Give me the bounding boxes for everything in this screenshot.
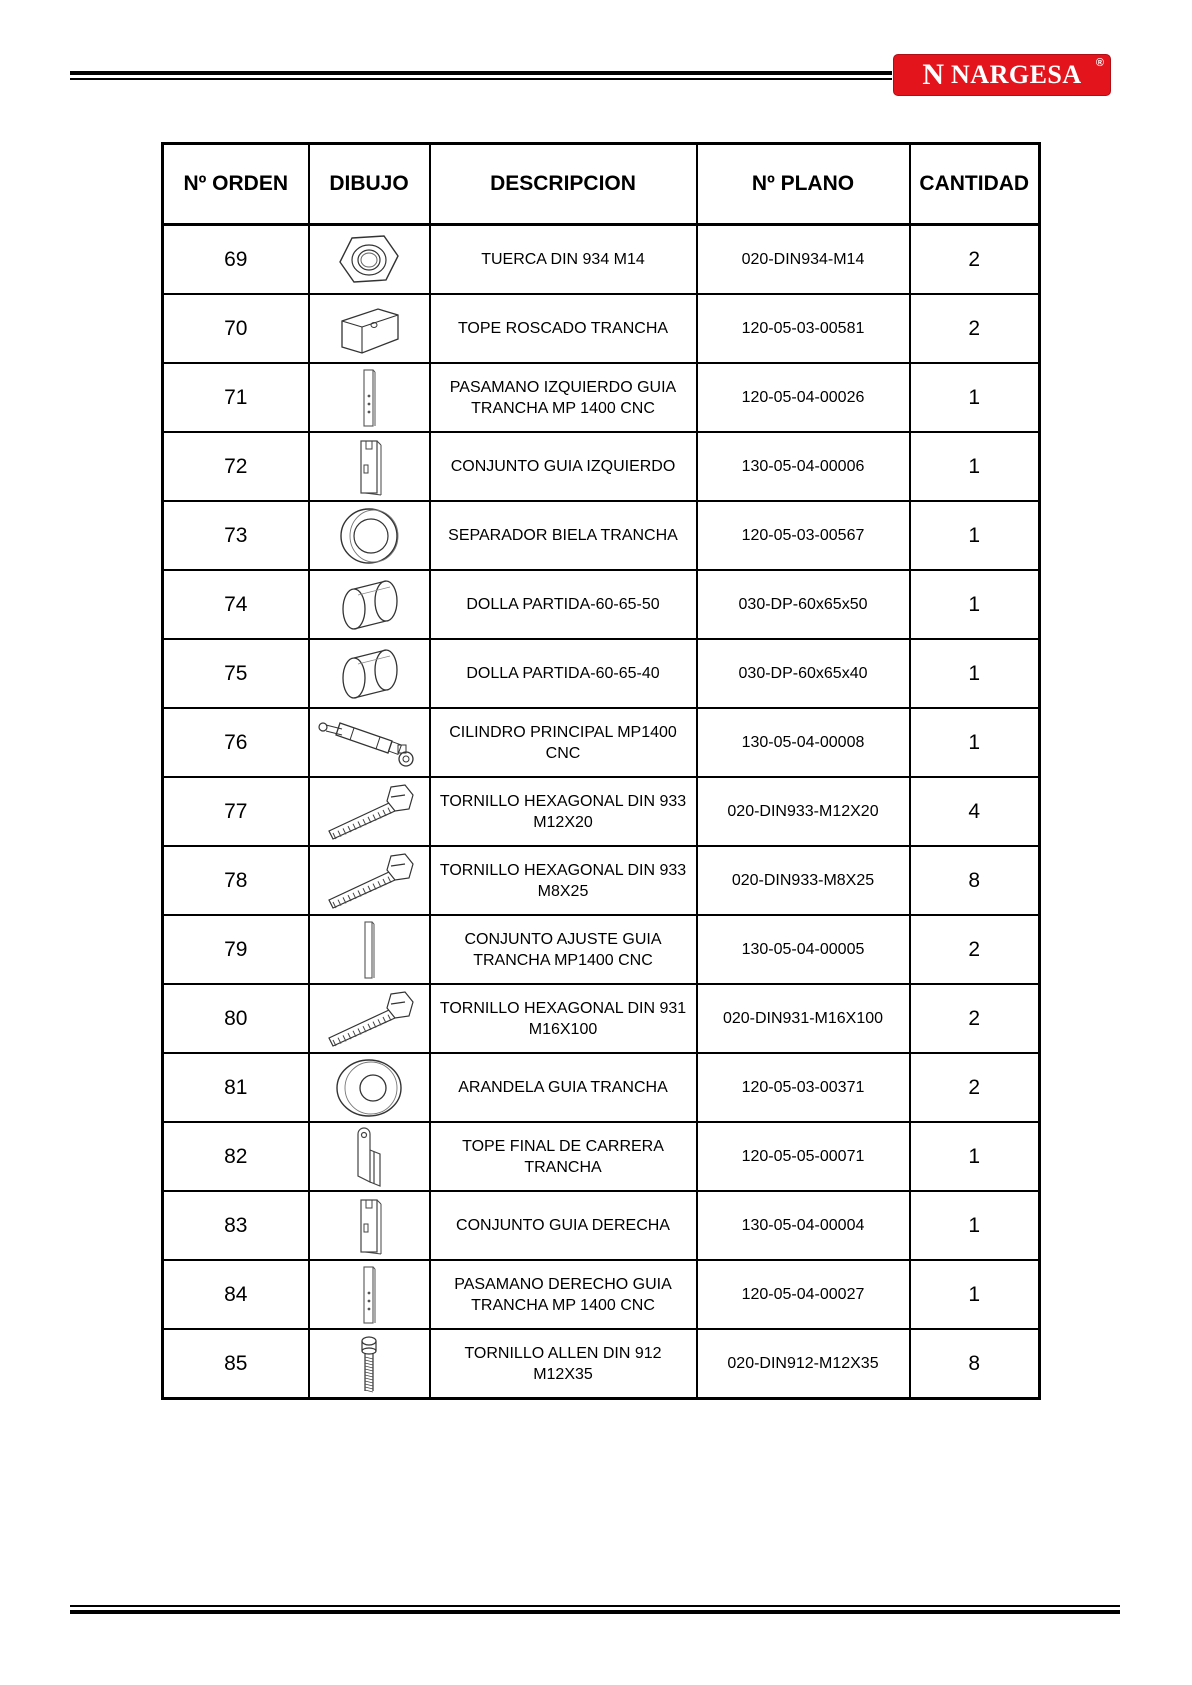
part-drawing — [309, 846, 430, 915]
table-row — [163, 432, 1040, 501]
order-number: 81 — [163, 1053, 309, 1122]
table-row — [163, 1260, 1040, 1329]
nargesa-logo — [893, 54, 1111, 96]
part-description — [430, 708, 697, 777]
footer-rule-thin — [70, 1605, 1120, 1607]
part-drawing — [309, 777, 430, 846]
part-drawing — [309, 1053, 430, 1122]
header-cantidad: CANTIDAD — [910, 144, 1040, 225]
part-description — [430, 363, 697, 432]
order-number: 79 — [163, 915, 309, 984]
part-drawing — [309, 432, 430, 501]
description-line-1: TORNILLO HEXAGONAL DIN 931 — [439, 999, 687, 1017]
table-row — [163, 1329, 1040, 1399]
order-number: 75 — [163, 639, 309, 708]
description-line-1: CONJUNTO GUIA DERECHA — [456, 1217, 670, 1234]
quantity: 1 — [910, 570, 1040, 639]
quantity: 2 — [910, 294, 1040, 363]
hex-bolt-icon — [310, 988, 429, 1050]
quantity: 1 — [910, 363, 1040, 432]
part-description — [430, 1260, 697, 1329]
part-drawing — [309, 708, 430, 777]
description-line-1: TORNILLO ALLEN DIN 912 — [464, 1344, 662, 1362]
part-drawing — [309, 1260, 430, 1329]
part-drawing — [309, 1329, 430, 1399]
description-line-1: PASAMANO DERECHO GUIA — [454, 1275, 672, 1293]
part-drawing — [309, 1122, 430, 1191]
quantity: 2 — [910, 915, 1040, 984]
table-row — [163, 708, 1040, 777]
table-row — [163, 294, 1040, 363]
part-drawing — [309, 294, 430, 363]
quantity: 1 — [910, 432, 1040, 501]
table-row — [163, 1053, 1040, 1122]
plan-number: 030-DP-60x65x40 — [697, 639, 910, 708]
part-drawing — [309, 501, 430, 570]
hex-nut-icon — [310, 230, 429, 290]
part-drawing — [309, 1191, 430, 1260]
description-line-1: CONJUNTO AJUSTE GUIA — [464, 930, 662, 948]
description-line-2: TRANCHA MP 1400 CNC — [471, 399, 655, 417]
description-line-1: TORNILLO HEXAGONAL DIN 933 — [439, 861, 687, 879]
hex-bolt-icon — [310, 781, 429, 843]
quantity: 1 — [910, 501, 1040, 570]
quantity: 1 — [910, 1260, 1040, 1329]
order-number: 85 — [163, 1329, 309, 1399]
description-line-1: CILINDRO PRINCIPAL MP1400 — [449, 723, 677, 741]
guide-assembly-icon — [310, 437, 429, 497]
order-number: 76 — [163, 708, 309, 777]
header-plano: Nº PLANO — [697, 144, 910, 225]
order-number: 78 — [163, 846, 309, 915]
part-description — [430, 846, 697, 915]
description-line-2: CNC — [545, 744, 581, 762]
table-row — [163, 1191, 1040, 1260]
table-row — [163, 777, 1040, 846]
order-number: 82 — [163, 1122, 309, 1191]
quantity: 4 — [910, 777, 1040, 846]
description-line-2: M12X35 — [533, 1365, 593, 1383]
plan-number: 030-DP-60x65x50 — [697, 570, 910, 639]
plan-number: 020-DIN912-M12X35 — [697, 1329, 910, 1399]
table-row — [163, 984, 1040, 1053]
plan-number: 020-DIN933-M12X20 — [697, 777, 910, 846]
quantity: 2 — [910, 1053, 1040, 1122]
table-row — [163, 915, 1040, 984]
order-number: 77 — [163, 777, 309, 846]
order-number: 72 — [163, 432, 309, 501]
adjust-bar-icon — [310, 920, 429, 980]
threaded-block-icon — [310, 299, 429, 359]
spacer-ring-icon — [310, 505, 429, 567]
logo-mark: N — [922, 58, 944, 91]
description-line-2: TRANCHA MP1400 CNC — [473, 951, 653, 969]
table-row — [163, 225, 1040, 295]
guide-assembly-icon — [310, 1196, 429, 1256]
part-description — [430, 777, 697, 846]
flat-bar-holes-icon — [310, 368, 429, 428]
split-bushing-icon — [310, 644, 429, 704]
description-line-1: DOLLA PARTIDA-60-65-40 — [466, 665, 660, 682]
order-number: 80 — [163, 984, 309, 1053]
quantity: 1 — [910, 1191, 1040, 1260]
part-drawing — [309, 225, 430, 295]
part-description — [430, 225, 697, 295]
table-header-row — [163, 144, 1040, 225]
description-line-1: TUERCA DIN 934 M14 — [481, 251, 645, 268]
table-row — [163, 639, 1040, 708]
logo-registered: ® — [1095, 57, 1104, 69]
part-description — [430, 570, 697, 639]
description-line-1: ARANDELA GUIA TRANCHA — [458, 1079, 668, 1096]
table-row — [163, 1122, 1040, 1191]
table-row — [163, 501, 1040, 570]
hydraulic-cylinder-icon — [310, 713, 429, 773]
split-bushing-icon — [310, 575, 429, 635]
description-line-2: M12X20 — [533, 813, 593, 831]
part-drawing — [309, 984, 430, 1053]
part-description — [430, 432, 697, 501]
plan-number: 120-05-04-00026 — [697, 363, 910, 432]
part-drawing — [309, 363, 430, 432]
order-number: 74 — [163, 570, 309, 639]
quantity: 1 — [910, 708, 1040, 777]
description-line-1: DOLLA PARTIDA-60-65-50 — [466, 596, 660, 613]
description-line-1: TOPE ROSCADO TRANCHA — [457, 320, 669, 337]
plan-number: 120-05-03-00371 — [697, 1053, 910, 1122]
header-orden: Nº ORDEN — [163, 144, 309, 225]
plan-number: 020-DIN931-M16X100 — [697, 984, 910, 1053]
part-description — [430, 294, 697, 363]
plan-number: 120-05-05-00071 — [697, 1122, 910, 1191]
plan-number: 120-05-03-00567 — [697, 501, 910, 570]
part-drawing — [309, 915, 430, 984]
flat-bar-holes-icon — [310, 1265, 429, 1325]
plan-number: 130-05-04-00008 — [697, 708, 910, 777]
part-description — [430, 915, 697, 984]
description-line-2: M8X25 — [537, 882, 589, 900]
logo-word: NARGESA — [951, 60, 1082, 89]
plan-number: 020-DIN934-M14 — [697, 225, 910, 295]
description-line-2: M16X100 — [528, 1020, 598, 1038]
header-dibujo: DIBUJO — [309, 144, 430, 225]
header-rule-thick — [70, 71, 892, 75]
part-description — [430, 1191, 697, 1260]
quantity: 2 — [910, 984, 1040, 1053]
description-line-2: TRANCHA — [524, 1158, 602, 1176]
quantity: 1 — [910, 1122, 1040, 1191]
description-line-1: TORNILLO HEXAGONAL DIN 933 — [439, 792, 687, 810]
allen-screw-icon — [310, 1333, 429, 1395]
plan-number: 020-DIN933-M8X25 — [697, 846, 910, 915]
quantity: 8 — [910, 1329, 1040, 1399]
parts-table — [161, 142, 1041, 1400]
footer-rule-thick — [70, 1610, 1120, 1614]
description-line-2: TRANCHA MP 1400 CNC — [471, 1296, 655, 1314]
part-description — [430, 501, 697, 570]
order-number: 84 — [163, 1260, 309, 1329]
end-stop-bracket-icon — [310, 1126, 429, 1188]
quantity: 8 — [910, 846, 1040, 915]
part-drawing — [309, 570, 430, 639]
plan-number: 130-05-04-00005 — [697, 915, 910, 984]
quantity: 2 — [910, 225, 1040, 295]
order-number: 70 — [163, 294, 309, 363]
header-descripcion: DESCRIPCION — [430, 144, 697, 225]
hex-bolt-icon — [310, 850, 429, 912]
table-row — [163, 846, 1040, 915]
plan-number: 130-05-04-00004 — [697, 1191, 910, 1260]
plan-number: 120-05-03-00581 — [697, 294, 910, 363]
part-description — [430, 1053, 697, 1122]
plan-number: 130-05-04-00006 — [697, 432, 910, 501]
part-drawing — [309, 639, 430, 708]
quantity: 1 — [910, 639, 1040, 708]
part-description — [430, 984, 697, 1053]
plan-number: 120-05-04-00027 — [697, 1260, 910, 1329]
header-rule-thin — [70, 78, 892, 80]
table-row — [163, 363, 1040, 432]
order-number: 69 — [163, 225, 309, 295]
description-line-1: TOPE FINAL DE CARRERA — [462, 1137, 664, 1155]
part-description — [430, 639, 697, 708]
part-description — [430, 1329, 697, 1399]
order-number: 73 — [163, 501, 309, 570]
part-description — [430, 1122, 697, 1191]
washer-icon — [310, 1057, 429, 1119]
description-line-1: CONJUNTO GUIA IZQUIERDO — [450, 458, 676, 475]
table-row — [163, 570, 1040, 639]
order-number: 71 — [163, 363, 309, 432]
order-number: 83 — [163, 1191, 309, 1260]
description-line-1: SEPARADOR BIELA TRANCHA — [448, 527, 678, 544]
description-line-1: PASAMANO IZQUIERDO GUIA — [449, 378, 677, 396]
